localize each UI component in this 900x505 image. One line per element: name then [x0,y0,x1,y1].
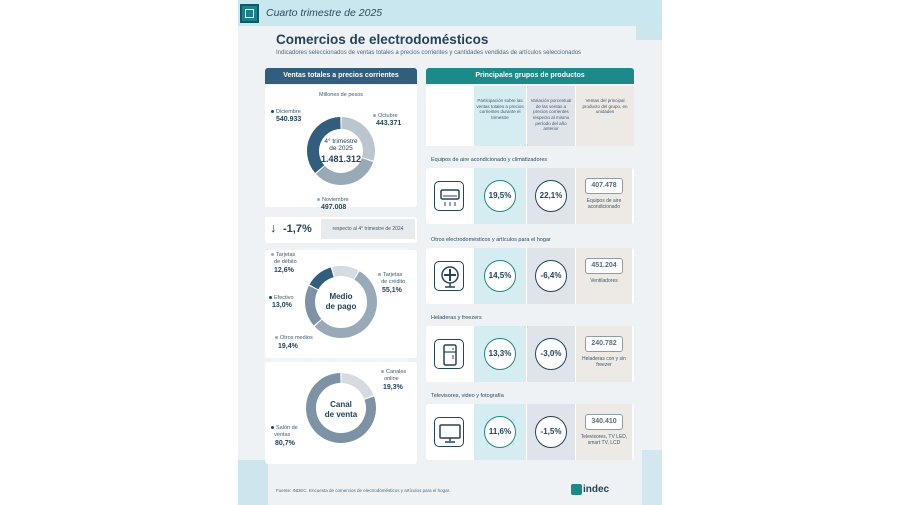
group-share: 19,5% [484,180,516,212]
group-row [426,248,634,304]
month-value-nov: 497.008 [321,204,347,211]
sales-panel [265,85,417,211]
brand-name: indec [583,484,610,495]
payment-value-other: 19,4% [278,343,298,350]
group-product: Equipos de aire acondicionado [586,198,622,210]
channel-donut-center: Canal de venta [324,400,358,419]
arrow-down-icon: ↓ [270,220,277,235]
payment-label-other: Otros medios [275,335,313,342]
group-share: 14,5% [484,260,516,292]
payment-value-credit: 55,1% [382,287,402,294]
sales-donut-center: 4° trimestre de 2025 1.481.312 [320,138,362,164]
pixel-decoration [238,460,268,505]
variation-text: respecto al 4° trimestre de 2024 [321,219,415,239]
pixel-decoration [642,450,662,505]
group-units: 407.478 [585,178,623,194]
products-header: Principales grupos de productos [426,68,634,84]
group-row [426,168,634,224]
source-note: Fuente: INDEC. Encuesta de comercios de electrodomésticos y artículos para el hogar. [276,488,451,493]
payment-label-debit: Tarjetas de débito [271,252,297,266]
group-label: Heladeras y freezers [431,315,482,321]
month-label-oct: Octubre [373,113,398,120]
group-units: 240.782 [585,336,623,352]
channel-label-online: Canales online [381,369,406,383]
page-subtitle: Indicadores seleccionados de ventas totales a precios corrientes y cantidades vendidas de artículos seleccionados [276,50,582,56]
group-units: 340.410 [585,414,623,430]
group-product: Heladeras con y sin freezer [582,356,626,368]
refrigerator-icon [434,339,464,369]
group-variation: -6,4% [535,260,567,292]
payment-label-cash: Efectivo [269,295,294,302]
channel-value-online: 19,3% [383,384,403,391]
slice-online [342,378,369,397]
month-label-nov: Noviembre [317,197,349,204]
payment-donut-center: Medio de pago [325,292,357,311]
column-header-share: Participación sobre las ventas totales a precios corrientes durante el trimestre [474,86,526,146]
unit-label: Millones de pesos [318,92,364,98]
month-label-dec: Diciembre [271,109,301,116]
variation-value: -1,7% [283,223,312,235]
payment-value-cash: 13,0% [272,302,292,309]
group-units: 451.204 [585,258,623,274]
group-label: Televisores, video y fotografía [431,393,504,399]
sales-header: Ventas totales a precios corrientes [265,68,417,84]
payment-value-debit: 12,6% [274,267,294,274]
top-bar [238,0,662,26]
group-product: Televisores, TV LED, smart TV, LCD [580,434,628,446]
group-row [426,326,634,382]
group-product: Ventiladores [590,278,618,284]
slice-other [310,288,317,322]
air-conditioner-icon [434,181,464,211]
infographic-card [238,0,662,505]
group-share: 13,3% [484,338,516,370]
group-label: Otros electrodomésticos y artículos para el hogar [431,237,551,243]
column-header-units: Ventas del principal producto del grupo, en unidades [576,86,634,146]
group-variation: -1,5% [535,416,567,448]
frame-logo-icon [240,4,259,23]
channel-label-store: Salón de ventas [271,425,298,439]
month-value-oct: 443.371 [376,120,402,127]
tv-icon [434,417,464,447]
group-share: 11,6% [484,416,516,448]
group-variation: -3,0% [535,338,567,370]
variation-panel [265,217,417,243]
group-variation: 22,1% [535,180,567,212]
month-value-dec: 540.933 [276,116,302,123]
group-row [426,404,634,460]
slice-debit [333,271,356,275]
fan-icon [434,261,464,291]
payment-label-credit: Tarjetas de crédito [378,272,405,286]
column-header-variation: Variación porcentual de las ventas a precios corrientes respecto al mismo período del año anterior [527,86,575,146]
indec-logo-icon [571,484,582,495]
channel-value-store: 80,7% [275,440,295,447]
channel-panel [265,362,417,464]
group-label: Equipos de aire acondicionado y climatizadores [431,157,548,163]
page-title: Comercios de electrodomésticos [276,32,489,47]
slice-cash [314,272,332,287]
quarter-label: Cuarto trimestre de 2025 [266,7,383,19]
payment-panel [265,250,417,358]
